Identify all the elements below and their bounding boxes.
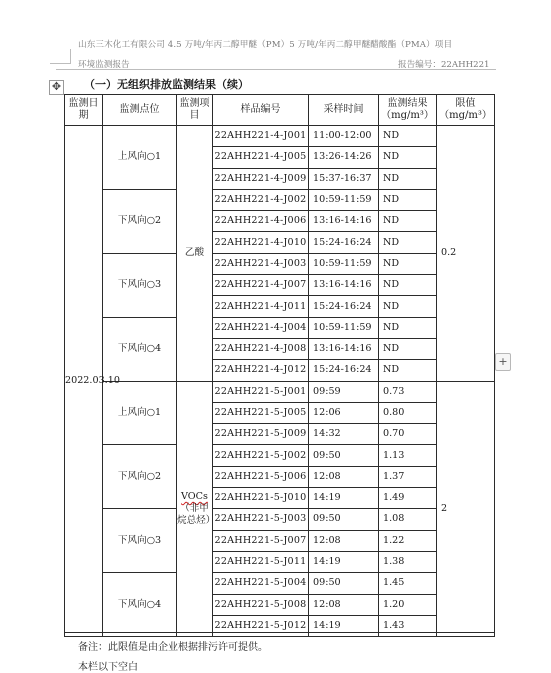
cell-result: ND (379, 360, 437, 381)
blank-below-note: 本栏以下空白 (78, 662, 138, 673)
cell-time: 13:16-14:16 (309, 338, 379, 359)
header-item: 监测项目 (177, 95, 213, 126)
table-row (65, 317, 495, 338)
header-point: 监测点位 (103, 95, 177, 126)
cell-date: 2022.03.10 (65, 126, 103, 637)
cell-time: 14:32 (309, 424, 379, 445)
cell-result: 1.13 (379, 445, 437, 466)
cell-time: 15:24-16:24 (309, 296, 379, 317)
cell-point: 上风向○1 (103, 381, 177, 445)
cell-time: 14:19 (309, 615, 379, 636)
report-header-title: 山东三木化工有限公司 4.5 万吨/年丙二醇甲醚（PM）5 万吨/年丙二醇甲醚醋酸酯（PMA）项目 (78, 40, 453, 50)
cell-result: ND (379, 275, 437, 296)
cell-point: 下风向○3 (103, 253, 177, 317)
cell-time: 14:19 (309, 551, 379, 572)
cell-time: 09:50 (309, 573, 379, 594)
cell-sample: 22AHH221-5-J003 (213, 509, 309, 530)
header-limit: 限值（mg/m³） (437, 95, 495, 126)
cell-sample: 22AHH221-4-J002 (213, 189, 309, 210)
cell-sample: 22AHH221-5-J001 (213, 381, 309, 402)
cell-time: 15:24-16:24 (309, 360, 379, 381)
header-rule (56, 69, 496, 70)
cell-result: 1.38 (379, 551, 437, 572)
monitoring-results-table (64, 94, 495, 637)
cell-time: 13:16-14:16 (309, 275, 379, 296)
cell-result: ND (379, 168, 437, 189)
cell-result: ND (379, 253, 437, 274)
cell-sample: 22AHH221-4-J005 (213, 147, 309, 168)
table-row (65, 381, 495, 402)
page-corner-mark (50, 49, 71, 64)
cell-sample: 22AHH221-4-J012 (213, 360, 309, 381)
cell-result: 1.45 (379, 573, 437, 594)
item-sub-text: （非甲烷总烃） (177, 502, 216, 526)
cell-result: 1.08 (379, 509, 437, 530)
cell-sample: 22AHH221-4-J006 (213, 211, 309, 232)
cell-sample: 22AHH221-4-J008 (213, 338, 309, 359)
cell-result: 0.70 (379, 424, 437, 445)
table-note: 备注：此限值是由企业根据排污许可提供。 (78, 642, 268, 653)
table-row (65, 126, 495, 147)
cell-result: ND (379, 296, 437, 317)
header-sample: 样品编号 (213, 95, 309, 126)
cell-result: 1.37 (379, 466, 437, 487)
cell-limit: 2 (437, 381, 495, 637)
cell-result: ND (379, 126, 437, 147)
cell-point: 下风向○2 (103, 445, 177, 509)
cell-result: 1.20 (379, 594, 437, 615)
cell-time: 14:19 (309, 488, 379, 509)
cell-time: 10:59-11:59 (309, 189, 379, 210)
section-title: （一）无组织排放监测结果（续） (84, 78, 249, 91)
cell-result: 0.73 (379, 381, 437, 402)
header-date: 监测日期 (65, 95, 103, 126)
cell-time: 13:26-14:26 (309, 147, 379, 168)
table-row (65, 253, 495, 274)
cell-time: 15:37-16:37 (309, 168, 379, 189)
cell-time: 15:24-16:24 (309, 232, 379, 253)
header-time: 采样时间 (309, 95, 379, 126)
cell-time: 09:59 (309, 381, 379, 402)
cell-sample: 22AHH221-4-J001 (213, 126, 309, 147)
table-row (65, 189, 495, 210)
cell-result: ND (379, 189, 437, 210)
cell-sample: 22AHH221-5-J006 (213, 466, 309, 487)
table-row (65, 509, 495, 530)
cell-result: ND (379, 232, 437, 253)
cell-sample: 22AHH221-5-J009 (213, 424, 309, 445)
cell-point: 下风向○4 (103, 573, 177, 637)
cell-sample: 22AHH221-5-J002 (213, 445, 309, 466)
cell-sample: 22AHH221-4-J011 (213, 296, 309, 317)
cell-sample: 22AHH221-5-J010 (213, 488, 309, 509)
cell-limit: 0.2 (437, 126, 495, 382)
cell-sample: 22AHH221-5-J012 (213, 615, 309, 636)
report-header-subtitle: 环境监测报告 (78, 60, 130, 70)
table-row (65, 445, 495, 466)
cell-time: 13:16-14:16 (309, 211, 379, 232)
cell-result: 1.22 (379, 530, 437, 551)
footer-rule (64, 632, 494, 633)
cell-result: 1.43 (379, 615, 437, 636)
cell-time: 12:08 (309, 530, 379, 551)
cell-sample: 22AHH221-4-J009 (213, 168, 309, 189)
cell-point: 下风向○2 (103, 189, 177, 253)
cell-time: 12:06 (309, 402, 379, 423)
cell-sample: 22AHH221-4-J004 (213, 317, 309, 338)
cell-sample: 22AHH221-5-J007 (213, 530, 309, 551)
cell-time: 09:50 (309, 509, 379, 530)
cell-sample: 22AHH221-5-J005 (213, 402, 309, 423)
item-main-text: VOCs (181, 490, 208, 502)
cell-sample: 22AHH221-5-J011 (213, 551, 309, 572)
table-header-row (65, 95, 495, 126)
cell-time: 12:08 (309, 466, 379, 487)
cell-time: 10:59-11:59 (309, 317, 379, 338)
cell-time: 12:08 (309, 594, 379, 615)
header-result: 监测结果（mg/m³） (379, 95, 437, 126)
cell-sample: 22AHH221-4-J007 (213, 275, 309, 296)
add-row-button[interactable]: + (495, 353, 511, 371)
cell-sample: 22AHH221-4-J010 (213, 232, 309, 253)
cell-result: ND (379, 147, 437, 168)
cell-item (177, 381, 216, 637)
cell-time: 10:59-11:59 (309, 253, 379, 274)
report-number: 报告编号：22AHH221 (398, 60, 490, 70)
cell-time: 09:50 (309, 445, 379, 466)
cell-sample: 22AHH221-5-J004 (213, 573, 309, 594)
cell-sample: 22AHH221-5-J008 (213, 594, 309, 615)
cell-result: ND (379, 211, 437, 232)
cell-point: 下风向○4 (103, 317, 177, 381)
cell-item: 乙酸 (177, 126, 213, 382)
cell-result: ND (379, 338, 437, 359)
cell-time: 11:00-12:00 (309, 126, 379, 147)
cell-sample: 22AHH221-4-J003 (213, 253, 309, 274)
cell-result: 0.80 (379, 402, 437, 423)
cell-point: 下风向○3 (103, 509, 177, 573)
table-row (65, 573, 495, 594)
cell-point: 上风向○1 (103, 126, 177, 190)
cell-result: ND (379, 317, 437, 338)
cell-result: 1.49 (379, 488, 437, 509)
table-move-handle-icon[interactable]: ✥ (49, 80, 64, 95)
